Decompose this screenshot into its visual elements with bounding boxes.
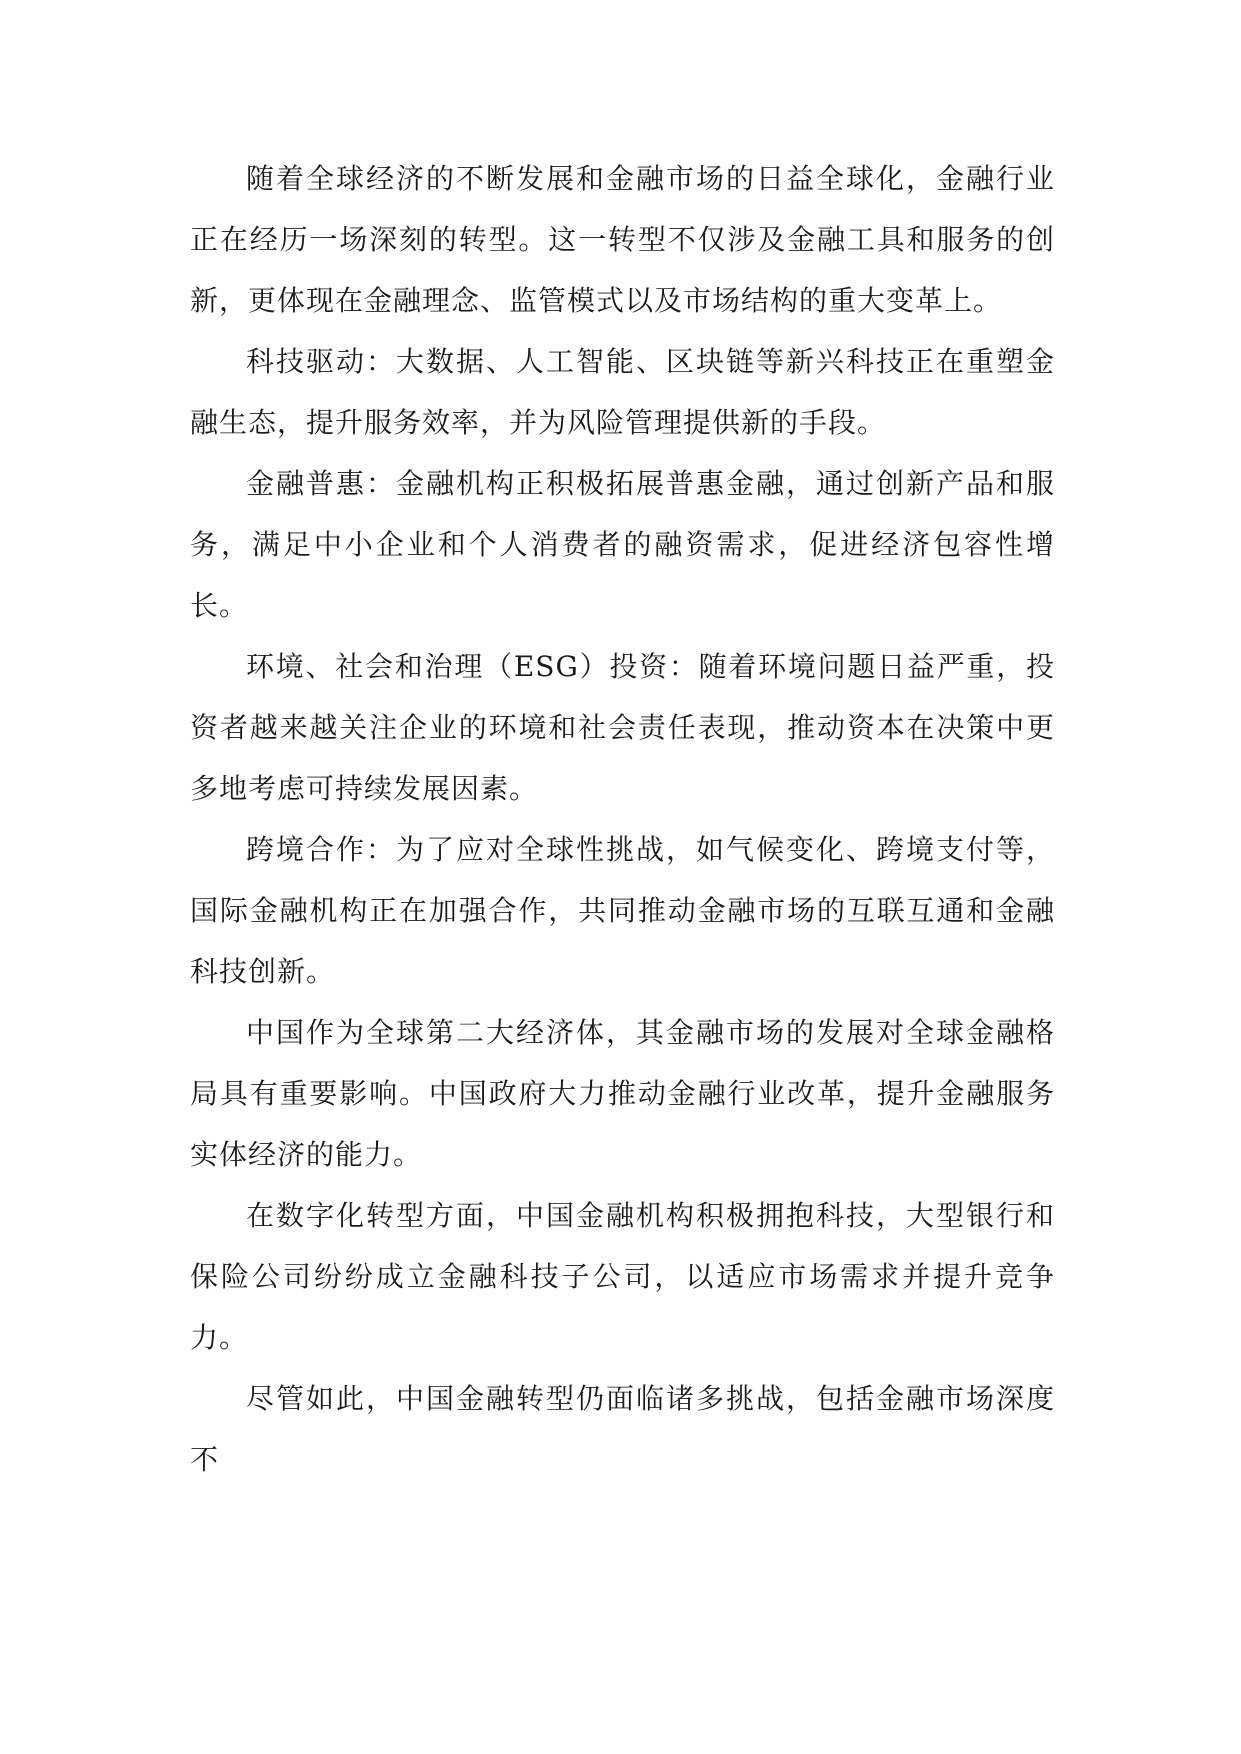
paragraph-global-finance-transformation: 随着全球经济的不断发展和金融市场的日益全球化，金融行业正在经历一场深刻的转型。这一转型不仅涉及金融工具和服务的创新，更体现在金融理念、监管模式以及市场结构的重大变革上。 — [190, 162, 1055, 317]
paragraph-challenges: 尽管如此，中国金融转型仍面临诸多挑战，包括金融市场深度不 — [190, 1382, 1055, 1476]
paragraph-cross-border-cooperation: 跨境合作：为了应对全球性挑战，如气候变化、跨境支付等，国际金融机构正在加强合作，共同推动金融市场的互联互通和金融科技创新。 — [190, 833, 1055, 988]
paragraph-tech-driven: 科技驱动：大数据、人工智能、区块链等新兴科技正在重塑金融生态，提升服务效率，并为风险管理提供新的手段。 — [190, 345, 1055, 439]
paragraph-digital-transformation: 在数字化转型方面，中国金融机构积极拥抱科技，大型银行和保险公司纷纷成立金融科技子公司，以适应市场需求并提升竞争力。 — [190, 1199, 1055, 1354]
paragraph-financial-inclusion: 金融普惠：金融机构正积极拓展普惠金融，通过创新产品和服务，满足中小企业和个人消费者的融资需求，促进经济包容性增长。 — [190, 467, 1055, 622]
paragraph-esg-investment: 环境、社会和治理（ESG）投资：随着环境问题日益严重，投资者越来越关注企业的环境和社会责任表现，推动资本在决策中更多地考虑可持续发展因素。 — [190, 650, 1055, 805]
paragraph-china-economy: 中国作为全球第二大经济体，其金融市场的发展对全球金融格局具有重要影响。中国政府大力推动金融行业改革，提升金融服务实体经济的能力。 — [190, 1016, 1055, 1171]
